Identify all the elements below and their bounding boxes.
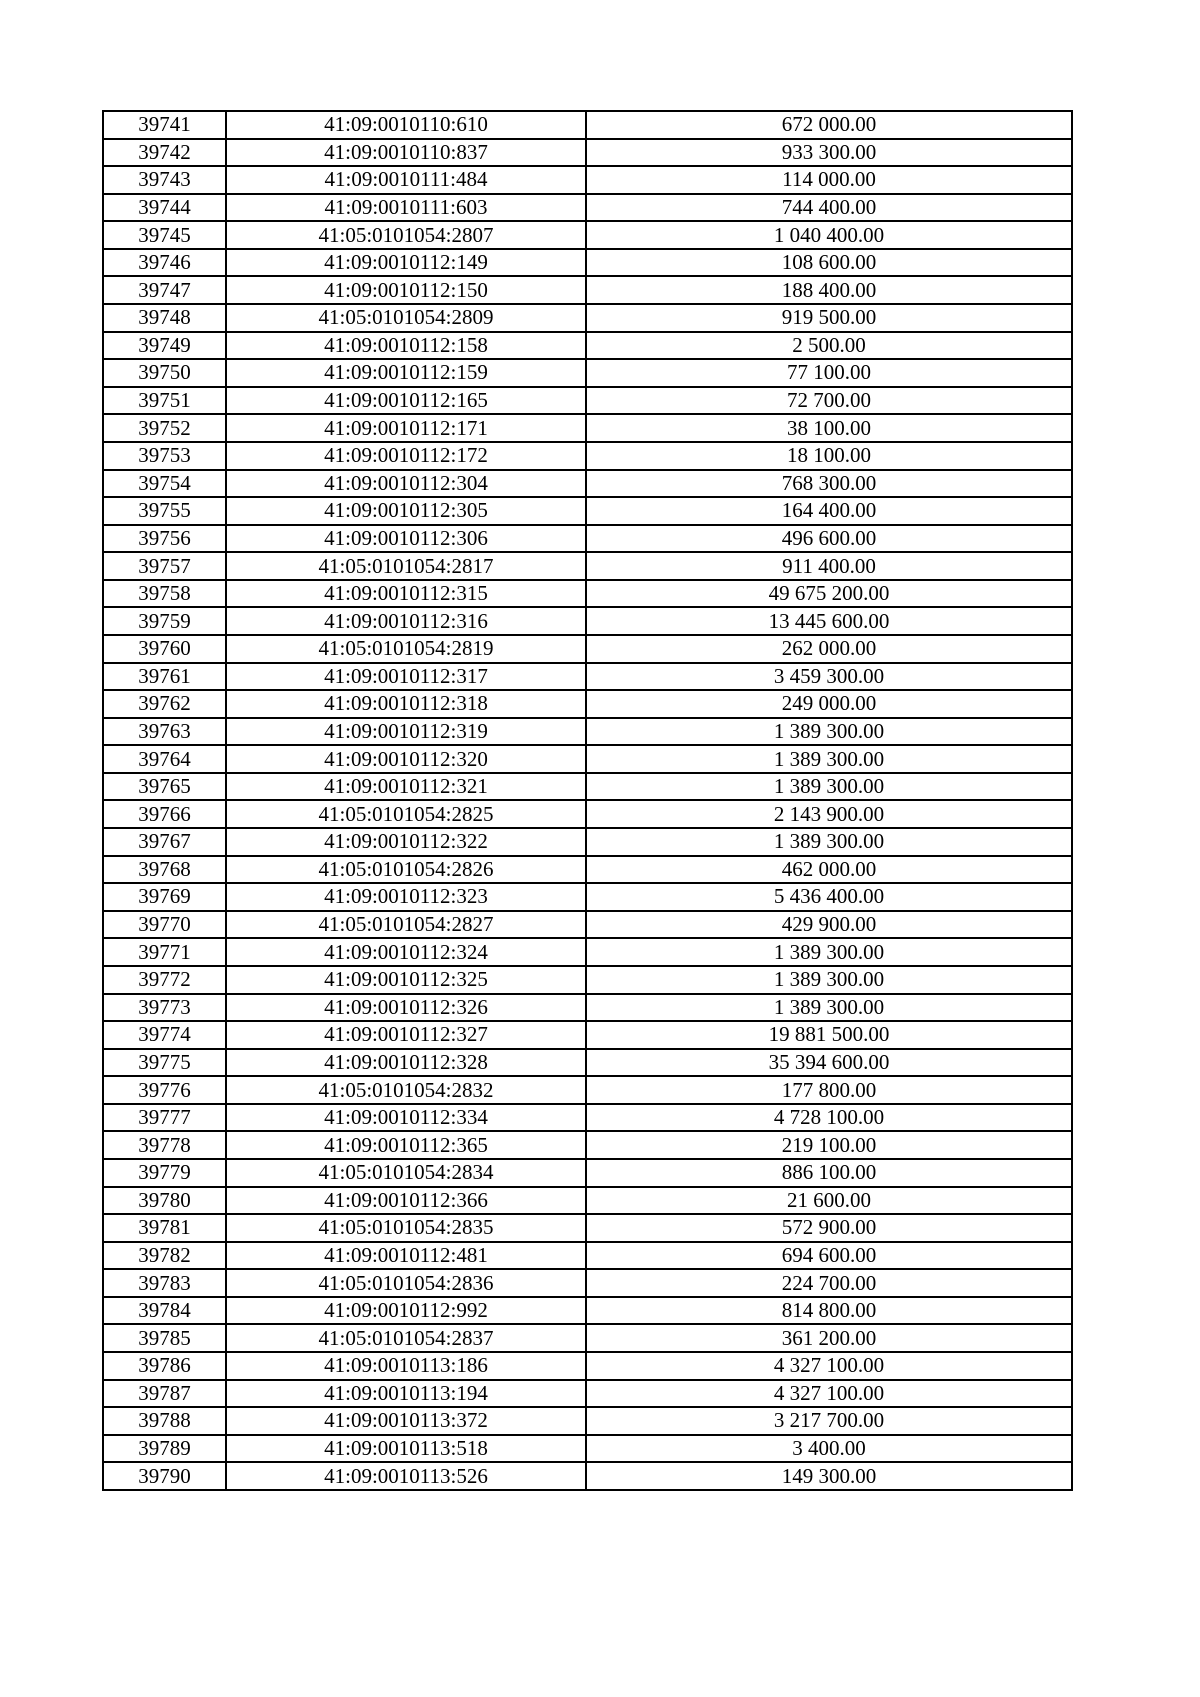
cadastral-number-cell: 41:09:0010112:318 xyxy=(226,690,586,718)
cadastral-value-cell: 1 389 300.00 xyxy=(586,994,1072,1022)
cadastral-value-cell: 38 100.00 xyxy=(586,414,1072,442)
cadastral-value-cell: 462 000.00 xyxy=(586,856,1072,884)
cadastral-number-cell: 41:09:0010112:149 xyxy=(226,249,586,277)
cadastral-number-cell: 41:05:0101054:2834 xyxy=(226,1159,586,1187)
row-number-cell: 39773 xyxy=(103,994,226,1022)
cadastral-value-cell: 672 000.00 xyxy=(586,111,1072,139)
cadastral-number-cell: 41:05:0101054:2835 xyxy=(226,1214,586,1242)
cadastral-value-cell: 933 300.00 xyxy=(586,139,1072,167)
table-row xyxy=(103,442,1072,470)
row-number-cell: 39754 xyxy=(103,470,226,498)
cadastral-number-cell: 41:05:0101054:2827 xyxy=(226,911,586,939)
cadastral-number-cell: 41:09:0010113:518 xyxy=(226,1435,586,1463)
cadastral-value-cell: 114 000.00 xyxy=(586,166,1072,194)
row-number-cell: 39769 xyxy=(103,883,226,911)
table-row xyxy=(103,883,1072,911)
row-number-cell: 39778 xyxy=(103,1131,226,1159)
cadastral-value-cell: 108 600.00 xyxy=(586,249,1072,277)
row-number-cell: 39753 xyxy=(103,442,226,470)
cadastral-number-cell: 41:09:0010112:316 xyxy=(226,607,586,635)
row-number-cell: 39749 xyxy=(103,332,226,360)
cadastral-value-cell: 72 700.00 xyxy=(586,387,1072,415)
table-row xyxy=(103,304,1072,332)
cadastral-number-cell: 41:09:0010112:304 xyxy=(226,470,586,498)
table-body xyxy=(103,111,1072,1490)
cadastral-number-cell: 41:09:0010112:321 xyxy=(226,773,586,801)
cadastral-number-cell: 41:09:0010112:150 xyxy=(226,276,586,304)
cadastral-value-cell: 18 100.00 xyxy=(586,442,1072,470)
cadastral-number-cell: 41:05:0101054:2836 xyxy=(226,1269,586,1297)
cadastral-value-cell: 429 900.00 xyxy=(586,911,1072,939)
cadastral-value-cell: 219 100.00 xyxy=(586,1131,1072,1159)
cadastral-value-cell: 249 000.00 xyxy=(586,690,1072,718)
row-number-cell: 39780 xyxy=(103,1187,226,1215)
cadastral-value-cell: 3 217 700.00 xyxy=(586,1407,1072,1435)
row-number-cell: 39763 xyxy=(103,718,226,746)
table-row xyxy=(103,1380,1072,1408)
table-row xyxy=(103,1324,1072,1352)
row-number-cell: 39784 xyxy=(103,1297,226,1325)
cadastral-number-cell: 41:09:0010112:326 xyxy=(226,994,586,1022)
cadastral-value-cell: 1 389 300.00 xyxy=(586,828,1072,856)
cadastral-value-cell: 1 040 400.00 xyxy=(586,221,1072,249)
cadastral-value-cell: 13 445 600.00 xyxy=(586,607,1072,635)
table-row xyxy=(103,718,1072,746)
cadastral-value-cell: 886 100.00 xyxy=(586,1159,1072,1187)
cadastral-value-cell: 19 881 500.00 xyxy=(586,1021,1072,1049)
row-number-cell: 39742 xyxy=(103,139,226,167)
row-number-cell: 39757 xyxy=(103,552,226,580)
cadastral-number-cell: 41:05:0101054:2809 xyxy=(226,304,586,332)
table-row xyxy=(103,690,1072,718)
cadastral-number-cell: 41:09:0010112:165 xyxy=(226,387,586,415)
cadastral-number-cell: 41:09:0010112:305 xyxy=(226,497,586,525)
table-row xyxy=(103,938,1072,966)
row-number-cell: 39756 xyxy=(103,525,226,553)
row-number-cell: 39759 xyxy=(103,607,226,635)
cadastral-value-cell: 188 400.00 xyxy=(586,276,1072,304)
table-row xyxy=(103,1104,1072,1132)
row-number-cell: 39790 xyxy=(103,1462,226,1490)
table-row xyxy=(103,1462,1072,1490)
row-number-cell: 39758 xyxy=(103,580,226,608)
cadastral-value-cell: 5 436 400.00 xyxy=(586,883,1072,911)
table-row xyxy=(103,800,1072,828)
cadastral-number-cell: 41:09:0010112:171 xyxy=(226,414,586,442)
cadastral-number-cell: 41:09:0010112:323 xyxy=(226,883,586,911)
table-row xyxy=(103,856,1072,884)
row-number-cell: 39766 xyxy=(103,800,226,828)
row-number-cell: 39747 xyxy=(103,276,226,304)
cadastral-number-cell: 41:09:0010112:315 xyxy=(226,580,586,608)
cadastral-number-cell: 41:09:0010112:306 xyxy=(226,525,586,553)
table-row xyxy=(103,139,1072,167)
cadastral-number-cell: 41:05:0101054:2837 xyxy=(226,1324,586,1352)
cadastral-number-cell: 41:09:0010113:372 xyxy=(226,1407,586,1435)
cadastral-value-cell: 1 389 300.00 xyxy=(586,745,1072,773)
cadastral-value-cell: 3 459 300.00 xyxy=(586,663,1072,691)
cadastral-value-cell: 768 300.00 xyxy=(586,470,1072,498)
row-number-cell: 39775 xyxy=(103,1049,226,1077)
table-row xyxy=(103,552,1072,580)
cadastral-value-cell: 4 327 100.00 xyxy=(586,1352,1072,1380)
cadastral-number-cell: 41:05:0101054:2825 xyxy=(226,800,586,828)
table-row xyxy=(103,359,1072,387)
cadastral-value-cell: 572 900.00 xyxy=(586,1214,1072,1242)
row-number-cell: 39746 xyxy=(103,249,226,277)
cadastral-number-cell: 41:05:0101054:2817 xyxy=(226,552,586,580)
table-row xyxy=(103,276,1072,304)
table-row xyxy=(103,1049,1072,1077)
cadastral-number-cell: 41:09:0010113:186 xyxy=(226,1352,586,1380)
cadastral-number-cell: 41:05:0101054:2807 xyxy=(226,221,586,249)
table-row xyxy=(103,332,1072,360)
cadastral-number-cell: 41:09:0010112:366 xyxy=(226,1187,586,1215)
table-row xyxy=(103,1435,1072,1463)
cadastral-value-cell: 4 327 100.00 xyxy=(586,1380,1072,1408)
cadastral-number-cell: 41:09:0010112:481 xyxy=(226,1242,586,1270)
table-row xyxy=(103,580,1072,608)
row-number-cell: 39783 xyxy=(103,1269,226,1297)
cadastral-number-cell: 41:09:0010111:603 xyxy=(226,194,586,222)
row-number-cell: 39776 xyxy=(103,1076,226,1104)
table-row xyxy=(103,470,1072,498)
table-row xyxy=(103,194,1072,222)
table-row xyxy=(103,1187,1072,1215)
cadastral-number-cell: 41:09:0010112:324 xyxy=(226,938,586,966)
cadastral-value-cell: 262 000.00 xyxy=(586,635,1072,663)
cadastral-number-cell: 41:09:0010112:159 xyxy=(226,359,586,387)
table-row xyxy=(103,249,1072,277)
cadastral-value-cell: 919 500.00 xyxy=(586,304,1072,332)
table-row xyxy=(103,1159,1072,1187)
row-number-cell: 39751 xyxy=(103,387,226,415)
table-row xyxy=(103,1352,1072,1380)
row-number-cell: 39761 xyxy=(103,663,226,691)
row-number-cell: 39782 xyxy=(103,1242,226,1270)
cadastral-value-cell: 177 800.00 xyxy=(586,1076,1072,1104)
row-number-cell: 39755 xyxy=(103,497,226,525)
row-number-cell: 39787 xyxy=(103,1380,226,1408)
table-row xyxy=(103,1131,1072,1159)
table-row xyxy=(103,745,1072,773)
cadastral-number-cell: 41:09:0010112:334 xyxy=(226,1104,586,1132)
table-row xyxy=(103,1269,1072,1297)
cadastral-number-cell: 41:09:0010110:610 xyxy=(226,111,586,139)
table-row xyxy=(103,663,1072,691)
table-row xyxy=(103,387,1072,415)
table-row xyxy=(103,635,1072,663)
cadastral-number-cell: 41:09:0010112:322 xyxy=(226,828,586,856)
cadastral-number-cell: 41:09:0010112:320 xyxy=(226,745,586,773)
row-number-cell: 39785 xyxy=(103,1324,226,1352)
row-number-cell: 39765 xyxy=(103,773,226,801)
table-row xyxy=(103,497,1072,525)
cadastral-value-cell: 149 300.00 xyxy=(586,1462,1072,1490)
cadastral-value-cell: 496 600.00 xyxy=(586,525,1072,553)
row-number-cell: 39745 xyxy=(103,221,226,249)
cadastral-value-table xyxy=(102,110,1073,1491)
row-number-cell: 39771 xyxy=(103,938,226,966)
cadastral-value-cell: 1 389 300.00 xyxy=(586,773,1072,801)
row-number-cell: 39772 xyxy=(103,966,226,994)
row-number-cell: 39743 xyxy=(103,166,226,194)
cadastral-number-cell: 41:09:0010111:484 xyxy=(226,166,586,194)
row-number-cell: 39779 xyxy=(103,1159,226,1187)
cadastral-value-cell: 1 389 300.00 xyxy=(586,966,1072,994)
row-number-cell: 39788 xyxy=(103,1407,226,1435)
cadastral-value-cell: 694 600.00 xyxy=(586,1242,1072,1270)
row-number-cell: 39767 xyxy=(103,828,226,856)
table-row xyxy=(103,994,1072,1022)
table-row xyxy=(103,111,1072,139)
table-row xyxy=(103,221,1072,249)
cadastral-value-cell: 224 700.00 xyxy=(586,1269,1072,1297)
cadastral-number-cell: 41:05:0101054:2832 xyxy=(226,1076,586,1104)
row-number-cell: 39748 xyxy=(103,304,226,332)
cadastral-value-cell: 4 728 100.00 xyxy=(586,1104,1072,1132)
table-row xyxy=(103,1076,1072,1104)
cadastral-value-cell: 2 500.00 xyxy=(586,332,1072,360)
table-row xyxy=(103,773,1072,801)
table-row xyxy=(103,607,1072,635)
table-row xyxy=(103,525,1072,553)
cadastral-number-cell: 41:09:0010112:325 xyxy=(226,966,586,994)
row-number-cell: 39774 xyxy=(103,1021,226,1049)
table-row xyxy=(103,966,1072,994)
cadastral-number-cell: 41:09:0010112:992 xyxy=(226,1297,586,1325)
row-number-cell: 39768 xyxy=(103,856,226,884)
row-number-cell: 39744 xyxy=(103,194,226,222)
row-number-cell: 39789 xyxy=(103,1435,226,1463)
table-row xyxy=(103,911,1072,939)
cadastral-value-cell: 1 389 300.00 xyxy=(586,938,1072,966)
cadastral-number-cell: 41:09:0010110:837 xyxy=(226,139,586,167)
cadastral-value-cell: 21 600.00 xyxy=(586,1187,1072,1215)
cadastral-value-cell: 49 675 200.00 xyxy=(586,580,1072,608)
row-number-cell: 39786 xyxy=(103,1352,226,1380)
cadastral-number-cell: 41:09:0010112:327 xyxy=(226,1021,586,1049)
cadastral-value-cell: 3 400.00 xyxy=(586,1435,1072,1463)
cadastral-number-cell: 41:09:0010112:172 xyxy=(226,442,586,470)
cadastral-value-cell: 35 394 600.00 xyxy=(586,1049,1072,1077)
cadastral-number-cell: 41:09:0010112:158 xyxy=(226,332,586,360)
cadastral-value-cell: 2 143 900.00 xyxy=(586,800,1072,828)
cadastral-number-cell: 41:05:0101054:2826 xyxy=(226,856,586,884)
row-number-cell: 39741 xyxy=(103,111,226,139)
row-number-cell: 39777 xyxy=(103,1104,226,1132)
cadastral-value-cell: 744 400.00 xyxy=(586,194,1072,222)
table-row xyxy=(103,1407,1072,1435)
table-row xyxy=(103,828,1072,856)
cadastral-number-cell: 41:05:0101054:2819 xyxy=(226,635,586,663)
table-row xyxy=(103,1214,1072,1242)
row-number-cell: 39760 xyxy=(103,635,226,663)
table-row xyxy=(103,1297,1072,1325)
row-number-cell: 39762 xyxy=(103,690,226,718)
cadastral-number-cell: 41:09:0010113:194 xyxy=(226,1380,586,1408)
row-number-cell: 39752 xyxy=(103,414,226,442)
row-number-cell: 39764 xyxy=(103,745,226,773)
cadastral-number-cell: 41:09:0010112:317 xyxy=(226,663,586,691)
row-number-cell: 39781 xyxy=(103,1214,226,1242)
cadastral-value-cell: 814 800.00 xyxy=(586,1297,1072,1325)
table-row xyxy=(103,1242,1072,1270)
row-number-cell: 39750 xyxy=(103,359,226,387)
cadastral-value-cell: 361 200.00 xyxy=(586,1324,1072,1352)
table-row xyxy=(103,166,1072,194)
cadastral-number-cell: 41:09:0010112:319 xyxy=(226,718,586,746)
cadastral-value-cell: 164 400.00 xyxy=(586,497,1072,525)
cadastral-number-cell: 41:09:0010112:365 xyxy=(226,1131,586,1159)
table-row xyxy=(103,414,1072,442)
cadastral-value-cell: 911 400.00 xyxy=(586,552,1072,580)
row-number-cell: 39770 xyxy=(103,911,226,939)
cadastral-number-cell: 41:09:0010112:328 xyxy=(226,1049,586,1077)
cadastral-value-cell: 77 100.00 xyxy=(586,359,1072,387)
cadastral-number-cell: 41:09:0010113:526 xyxy=(226,1462,586,1490)
cadastral-value-cell: 1 389 300.00 xyxy=(586,718,1072,746)
table-row xyxy=(103,1021,1072,1049)
